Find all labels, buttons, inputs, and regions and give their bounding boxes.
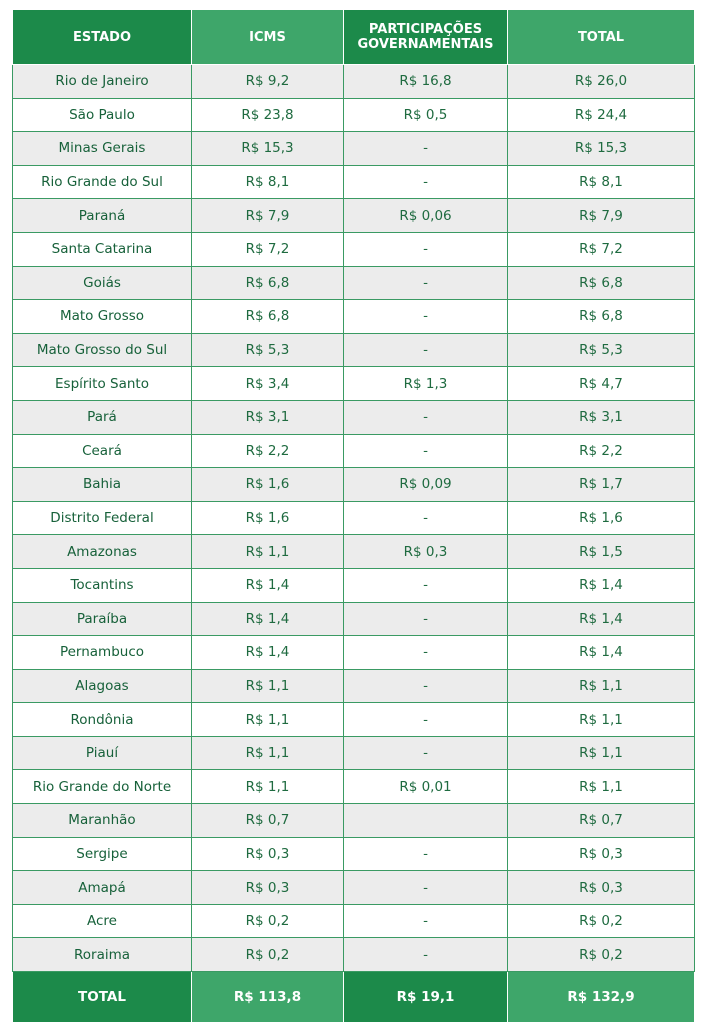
- cell-estado: Mato Grosso do Sul: [13, 333, 192, 367]
- cell-total: R$ 15,3: [508, 132, 695, 166]
- table-row: [13, 837, 695, 871]
- cell-total: R$ 1,4: [508, 568, 695, 602]
- table-row: [13, 636, 695, 670]
- table-row: [13, 232, 695, 266]
- cell-icms: R$ 8,1: [192, 165, 344, 199]
- cell-icms: R$ 0,2: [192, 904, 344, 938]
- header-participacoes: [344, 10, 508, 65]
- footer-icms-total: R$ 113,8: [192, 972, 344, 1023]
- cell-total: R$ 0,3: [508, 871, 695, 905]
- cell-total: R$ 6,8: [508, 266, 695, 300]
- cell-icms: R$ 1,1: [192, 669, 344, 703]
- header-total: TOTAL: [508, 10, 695, 65]
- cell-icms: R$ 7,9: [192, 199, 344, 233]
- cell-participacoes: -: [344, 333, 508, 367]
- cell-icms: R$ 5,3: [192, 333, 344, 367]
- cell-participacoes: -: [344, 904, 508, 938]
- cell-estado: Rio de Janeiro: [13, 65, 192, 99]
- cell-estado: Rondônia: [13, 703, 192, 737]
- table-body: [13, 65, 695, 972]
- cell-participacoes: -: [344, 300, 508, 334]
- cell-total: R$ 3,1: [508, 400, 695, 434]
- cell-estado: Pará: [13, 400, 192, 434]
- cell-estado: Rio Grande do Sul: [13, 165, 192, 199]
- table-row: [13, 804, 695, 838]
- cell-estado: Amazonas: [13, 535, 192, 569]
- table-row: [13, 300, 695, 334]
- cell-icms: R$ 3,4: [192, 367, 344, 401]
- table-row: [13, 199, 695, 233]
- cell-icms: R$ 6,8: [192, 300, 344, 334]
- cell-total: R$ 7,9: [508, 199, 695, 233]
- cell-icms: R$ 1,4: [192, 602, 344, 636]
- table-row: [13, 770, 695, 804]
- cell-estado: Santa Catarina: [13, 232, 192, 266]
- cell-participacoes: -: [344, 703, 508, 737]
- table-row: [13, 871, 695, 905]
- cell-icms: R$ 1,6: [192, 501, 344, 535]
- cell-estado: Distrito Federal: [13, 501, 192, 535]
- cell-icms: R$ 0,3: [192, 837, 344, 871]
- cell-estado: Alagoas: [13, 669, 192, 703]
- cell-icms: R$ 2,2: [192, 434, 344, 468]
- cell-participacoes: R$ 16,8: [344, 65, 508, 99]
- cell-participacoes: -: [344, 636, 508, 670]
- cell-icms: R$ 3,1: [192, 400, 344, 434]
- cell-total: R$ 6,8: [508, 300, 695, 334]
- header-estado: ESTADO: [13, 10, 192, 65]
- cell-estado: Minas Gerais: [13, 132, 192, 166]
- cell-estado: Bahia: [13, 468, 192, 502]
- cell-icms: R$ 1,4: [192, 568, 344, 602]
- table-total-row: [13, 972, 695, 1023]
- table-row: [13, 65, 695, 99]
- cell-total: R$ 4,7: [508, 367, 695, 401]
- cell-total: R$ 1,1: [508, 703, 695, 737]
- cell-total: R$ 1,1: [508, 770, 695, 804]
- cell-estado: Acre: [13, 904, 192, 938]
- cell-total: R$ 0,2: [508, 904, 695, 938]
- cell-total: R$ 1,5: [508, 535, 695, 569]
- revenue-by-state-table: [12, 9, 695, 1023]
- cell-icms: R$ 0,3: [192, 871, 344, 905]
- table-row: [13, 266, 695, 300]
- cell-total: R$ 0,3: [508, 837, 695, 871]
- cell-total: R$ 1,4: [508, 636, 695, 670]
- cell-icms: R$ 1,1: [192, 535, 344, 569]
- header-icms: ICMS: [192, 10, 344, 65]
- table-row: [13, 98, 695, 132]
- cell-participacoes: -: [344, 132, 508, 166]
- table-row: [13, 669, 695, 703]
- cell-participacoes: -: [344, 871, 508, 905]
- cell-participacoes: -: [344, 434, 508, 468]
- cell-icms: R$ 23,8: [192, 98, 344, 132]
- cell-participacoes: -: [344, 501, 508, 535]
- table-row: [13, 602, 695, 636]
- cell-participacoes: -: [344, 400, 508, 434]
- table-row: [13, 535, 695, 569]
- cell-estado: Tocantins: [13, 568, 192, 602]
- cell-icms: R$ 6,8: [192, 266, 344, 300]
- cell-participacoes: -: [344, 232, 508, 266]
- cell-participacoes: R$ 0,3: [344, 535, 508, 569]
- cell-estado: Sergipe: [13, 837, 192, 871]
- cell-estado: Ceará: [13, 434, 192, 468]
- cell-total: R$ 1,6: [508, 501, 695, 535]
- header-participacoes-line2: GOVERNAMENTAIS: [357, 37, 494, 52]
- revenue-table-container: [12, 9, 694, 1023]
- table-header-row: [13, 10, 695, 65]
- cell-total: R$ 2,2: [508, 434, 695, 468]
- header-participacoes-line1: PARTICIPAÇÕES: [368, 22, 483, 37]
- cell-participacoes: R$ 0,06: [344, 199, 508, 233]
- cell-estado: Mato Grosso: [13, 300, 192, 334]
- cell-total: R$ 8,1: [508, 165, 695, 199]
- cell-participacoes: -: [344, 736, 508, 770]
- cell-participacoes: -: [344, 602, 508, 636]
- footer-participacoes-total: R$ 19,1: [344, 972, 508, 1023]
- cell-total: R$ 0,2: [508, 938, 695, 972]
- cell-icms: R$ 1,1: [192, 703, 344, 737]
- cell-participacoes: R$ 0,5: [344, 98, 508, 132]
- cell-participacoes: R$ 0,09: [344, 468, 508, 502]
- footer-total-label: TOTAL: [13, 972, 192, 1023]
- cell-participacoes: -: [344, 938, 508, 972]
- cell-total: R$ 26,0: [508, 65, 695, 99]
- cell-estado: Amapá: [13, 871, 192, 905]
- cell-estado: Piauí: [13, 736, 192, 770]
- table-row: [13, 501, 695, 535]
- table-row: [13, 132, 695, 166]
- cell-participacoes: -: [344, 165, 508, 199]
- cell-participacoes: R$ 1,3: [344, 367, 508, 401]
- cell-participacoes: -: [344, 837, 508, 871]
- cell-total: R$ 24,4: [508, 98, 695, 132]
- cell-total: R$ 7,2: [508, 232, 695, 266]
- cell-total: R$ 1,7: [508, 468, 695, 502]
- cell-total: R$ 0,7: [508, 804, 695, 838]
- table-row: [13, 468, 695, 502]
- cell-estado: Paraná: [13, 199, 192, 233]
- cell-total: R$ 5,3: [508, 333, 695, 367]
- cell-icms: R$ 1,4: [192, 636, 344, 670]
- table-row: [13, 165, 695, 199]
- table-row: [13, 703, 695, 737]
- cell-icms: R$ 1,6: [192, 468, 344, 502]
- cell-estado: São Paulo: [13, 98, 192, 132]
- cell-total: R$ 1,4: [508, 602, 695, 636]
- cell-icms: R$ 15,3: [192, 132, 344, 166]
- cell-icms: R$ 1,1: [192, 770, 344, 804]
- cell-icms: R$ 9,2: [192, 65, 344, 99]
- table-row: [13, 938, 695, 972]
- table-row: [13, 568, 695, 602]
- cell-participacoes: [344, 804, 508, 838]
- cell-total: R$ 1,1: [508, 736, 695, 770]
- footer-grand-total: R$ 132,9: [508, 972, 695, 1023]
- table-row: [13, 400, 695, 434]
- cell-participacoes: -: [344, 568, 508, 602]
- cell-estado: Paraíba: [13, 602, 192, 636]
- cell-total: R$ 1,1: [508, 669, 695, 703]
- cell-estado: Maranhão: [13, 804, 192, 838]
- cell-estado: Pernambuco: [13, 636, 192, 670]
- cell-icms: R$ 1,1: [192, 736, 344, 770]
- table-row: [13, 736, 695, 770]
- cell-participacoes: -: [344, 266, 508, 300]
- table-row: [13, 904, 695, 938]
- table-row: [13, 333, 695, 367]
- cell-estado: Espírito Santo: [13, 367, 192, 401]
- cell-icms: R$ 0,7: [192, 804, 344, 838]
- table-row: [13, 367, 695, 401]
- cell-estado: Rio Grande do Norte: [13, 770, 192, 804]
- cell-icms: R$ 0,2: [192, 938, 344, 972]
- cell-participacoes: R$ 0,01: [344, 770, 508, 804]
- cell-participacoes: -: [344, 669, 508, 703]
- cell-icms: R$ 7,2: [192, 232, 344, 266]
- table-row: [13, 434, 695, 468]
- cell-estado: Goiás: [13, 266, 192, 300]
- cell-estado: Roraima: [13, 938, 192, 972]
